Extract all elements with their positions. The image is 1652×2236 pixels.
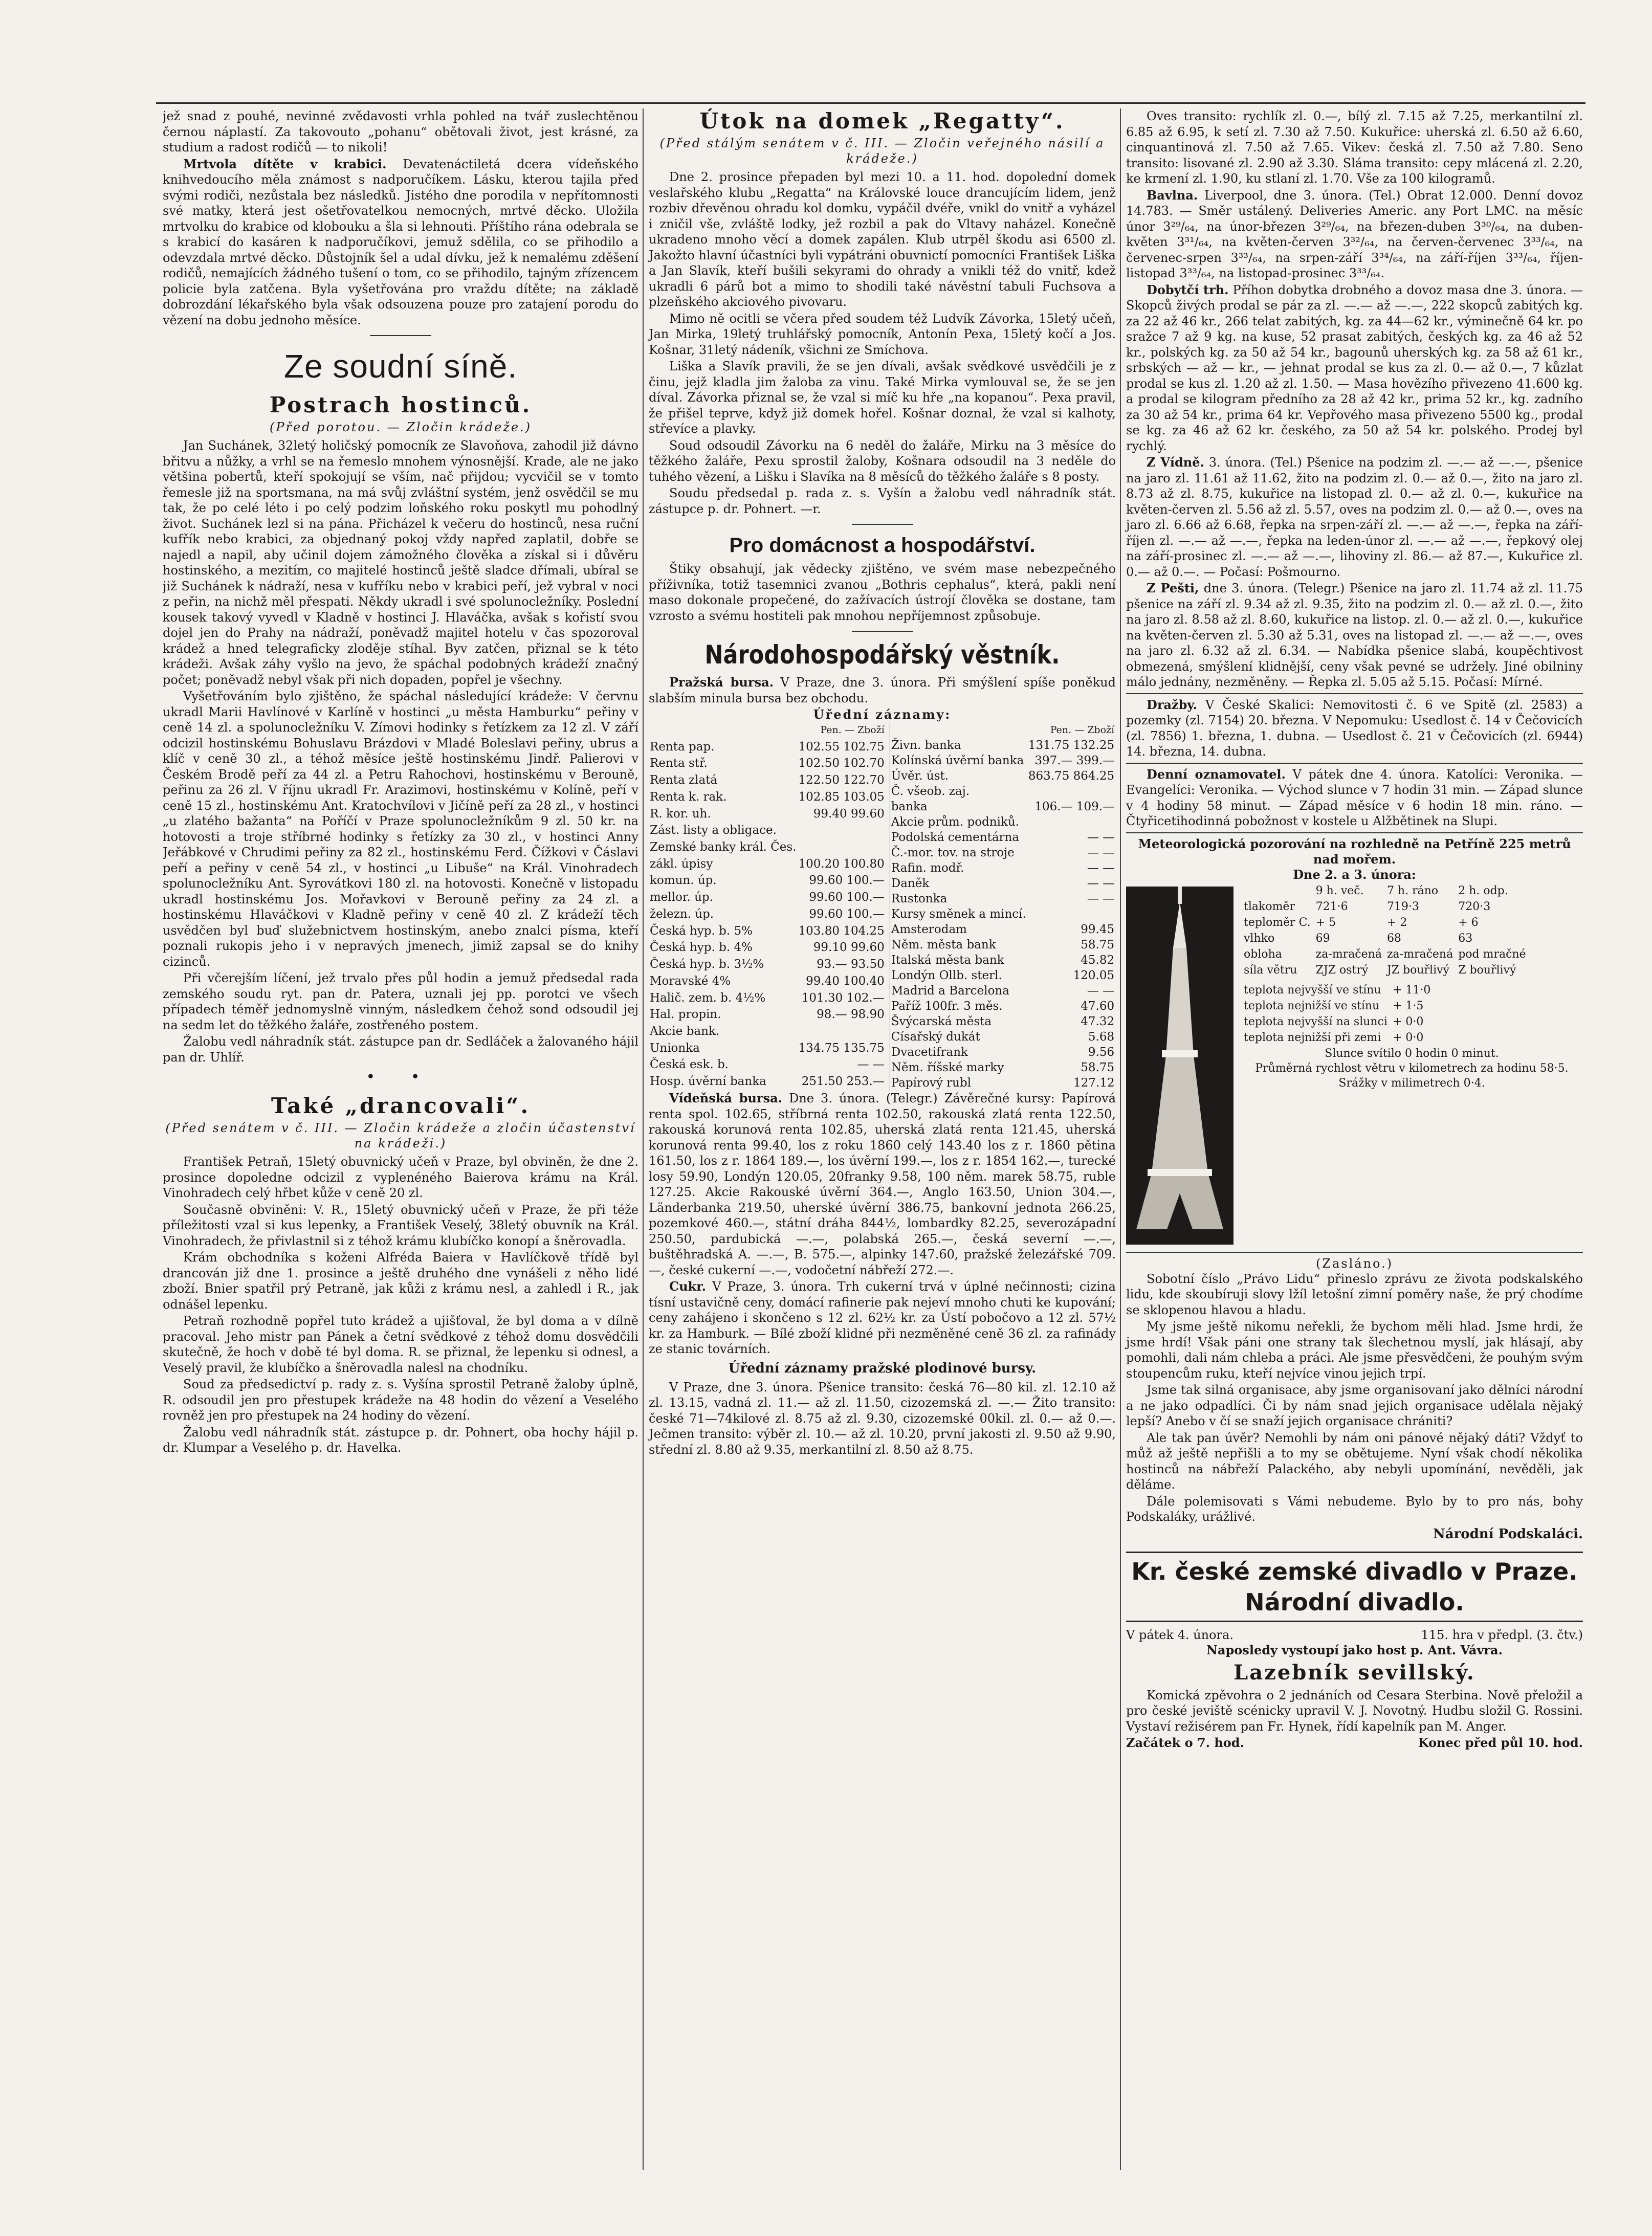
table-cell: 102.55 102.75 (798, 740, 885, 754)
column-middle (643, 108, 1116, 2170)
sugar-title: Cukr. (669, 1279, 706, 1294)
divider (1126, 763, 1583, 764)
table-cell: + 0·0 (1392, 1015, 1424, 1028)
table-cell: Švýcarská města (891, 1015, 992, 1028)
table-cell: 99.60 100.— (809, 874, 885, 888)
table-cell: Císařský dukát (891, 1030, 980, 1044)
bursa-table-left (649, 722, 886, 1091)
household-paragraph: Štiky obsahují, jak vědecky zjištěno, ve svém mase nebezpečného příživníka, totiž tasemnici zvanou „Bothris cephalus“, která, pakli není maso dokonale propečené, do zažívacích ústrojí člověka se dostane, tam vzrosto a svému hostiteli pak mnohou nepříjemnost způsobuje. (649, 562, 1116, 623)
table-row (649, 873, 886, 890)
zaslano-paragraph-1: Sobotní číslo „Právo Lidu“ přineslo zprávu ze života podskalského lidu, kde skoubíruji slovy lžíl letošní zimní poměry naše, že prý chodíme se sklopenou hlavou a hladu. (1126, 1271, 1583, 1317)
cotton-text: Liverpool, dne 3. února. (Tel.) Obrat 12.000. Denní dovoz 14.783. — Směr ustálený. Deliveries Americ. any Port LMC. na měsíc únor 3²⁹/₆₄, na únor-březen 3²⁹/₆₄, na březen-duben 3³⁰/₆₄, na duben-květen 3³¹/₆₄, na květen-červen 3³²/₆₄, na červen-červenec 3³³/₆₄, na červenec-srpen 3³³/₆₄, na srpen-září 3³⁴/₆₄, na září-říjen 3³³/₆₄, říjen-listopad 3³³/₆₄, na listopad-prosinec 3³³/₆₄. (1126, 188, 1583, 280)
calendar-paragraph (1126, 767, 1583, 829)
table-row (890, 753, 1115, 768)
table-cell: obloha (1244, 947, 1282, 961)
table-cell: Něm. říšské marky (891, 1061, 1004, 1074)
table-cell: Madrid a Barcelona (891, 984, 1010, 998)
grain-paragraph-continued: Oves transito: rychlík zl. 0.—, bílý zl. 7.15 až 7.25, merkantilní zl. 6.85 až 6.95, k setí zl. 7.30 až 7.50. Kukuřice: uherská zl. 6.50 až 6.60, cinquantinová zl. 7.50 až 7.65. Vikev: česká zl. 7.50 až 7.80. Seno transito: lisované zl. 2.90 až 3.30. Sláma transito: cepy mlácená zl. 2.20, ke krmení zl. 1.90, ku stlaní zl. 1.70. Vše za 100 kilogramů. (1126, 109, 1583, 186)
table-cell: za-mračená (1315, 947, 1382, 961)
table-cell: R. kor. uh. (650, 807, 711, 821)
table-cell: — — (1087, 846, 1115, 859)
auction-text: V České Skalici: Nemovitosti č. 6 ve Spitě (zl. 2583) a pozemky (zl. 7154) 20. března. V Nepomuku: Usedlost č. 14 v Čečovicích (zl. 7856) 1. března, 1. dubna. — Usedlost č. 21 v Čečovicích (zl. 6944) 14. března, 14. dubna. (1126, 697, 1583, 759)
table-cell: Č. všeob. zaj. (891, 785, 970, 798)
table-cell: 134.75 135.75 (798, 1041, 885, 1055)
table-row (890, 999, 1115, 1014)
cotton-title: Bavlna. (1147, 187, 1198, 203)
table-row (649, 1057, 886, 1074)
table-row (1242, 915, 1528, 930)
table-cell: Česká hyp. b. 4% (650, 941, 753, 955)
table-cell: 47.60 (1081, 1000, 1115, 1013)
cattle-title: Dobytčí trh. (1147, 282, 1229, 297)
table-row (890, 845, 1115, 860)
article-title-postrach: Postrach hostinců. (269, 392, 532, 417)
table-cell: mellor. úp. (650, 891, 713, 904)
table-row (1242, 899, 1528, 914)
table-row (649, 890, 886, 906)
meteo-extra-table (1241, 982, 1434, 1046)
table-row (1242, 983, 1433, 998)
table-row (649, 906, 886, 923)
theatre-desc: Komická zpěvohra o 2 jednáních od Cesara Sterbina. Nově přeložil a pro české jeviště scénicky upravil V. J. Novotný. Hudbu složil G. Rossini. Vystaví režisérem pan Fr. Hynek, řídí kapelník pan M. Anger. (1126, 1688, 1583, 1734)
table-cell: Z bouřlivý (1458, 963, 1516, 977)
theatre-date: V pátek 4. února. (1126, 1627, 1234, 1642)
postrach-paragraph-3: Při včerejším líčení, jež trvalo přes půl hodin a jemuž předsedal rada zemského soudu ryt. pan dr. Patera, uznali jej pp. porotci ve všech případech téměř jednomyslně vinným, následkem čehož sond odsoudil jej na sedm let do těžkého žaláře, zostřeného postem. (163, 971, 638, 1032)
table-row (1242, 999, 1433, 1013)
regatta-paragraph-1: Dne 2. prosince přepaden byl mezi 10. a 11. hod. dopolední domek veslařského klubu „Regatta“ na Královské louce drancujícím lidem, jenž rozbiv dřevěnou ohradu kol domku, vypáčil dvéře, vnikl do vnitř a vyházel i zničil vše, zvláště lodky, jež rozbil a pak do Vltavy naházel. Konečně ukradeno mnoho věcí a domek zapálen. Klub utrpěl škodu asi 6500 zl. Jakožto hlavní účastníci byli vypátráni obuvnictí pomocníci František Liška a Jan Slavík, kteří bušili sekyrami do ohrady a vnikli též do vnitř, kdež ukradli 6 párů bot a mimo to shodili také návěstní tabuli Fuchsova a plzeňského akciového pivovaru. (649, 170, 1116, 309)
theatre-num: 115. hra v předpl. (3. čtv.) (1421, 1627, 1583, 1642)
table-cell: 45.82 (1081, 954, 1115, 967)
table-row (649, 1007, 886, 1024)
table-cell: Papírový rubl (891, 1076, 972, 1090)
table-cell: 721·6 (1315, 900, 1348, 913)
drancovali-paragraph-1: František Petraň, 15letý obuvnický učeň v Praze, byl obviněn, že dne 2. prosince dopoledne odcizil z vyplenéného Baierova krámu na Král. Vinohradech celý hřbet kůže v ceně 20 zl. (163, 1155, 638, 1200)
table-row (890, 983, 1115, 999)
table-cell: teplota nejnižší ve stínu (1244, 999, 1380, 1012)
table-cell: 100.20 100.80 (798, 857, 885, 871)
table-row (890, 968, 1115, 983)
section-title-economy: Národohospodářský věstník. (704, 640, 1060, 670)
theatre-times (1126, 1735, 1583, 1751)
sugar-paragraph (649, 1279, 1116, 1357)
table-row (1242, 947, 1528, 962)
table-row (1242, 1030, 1433, 1045)
table-cell: pod mračné (1458, 947, 1526, 961)
table-cell: + 2 (1386, 916, 1407, 929)
zaslano-paragraph-2: My jsme ještě nikomu neřekli, že bychom měli hlad. Jsme hrdi, že jsme hrdí! Však páni one strany tak šlechetnou myslí, jak hlásají, aby pomohli, dali nám chleba a práci. Ale jsme přesvědčeni, že pouhým svým stoupencům ruku, kteří nejvíce vinou jejich trpí. (1126, 1319, 1583, 1381)
table-cell: vlhko (1244, 932, 1275, 945)
postrach-paragraph-4: Žalobu vedl náhradník stát. zástupce pan dr. Sedláček a žalovaného hájil pan dr. Uhlíř. (163, 1034, 638, 1065)
table-row (649, 1040, 886, 1057)
theatre-end: Konec před půl 10. hod. (1418, 1735, 1583, 1750)
table-cell: Renta stř. (650, 757, 708, 770)
table-cell: Zemské banky král. Čes. (650, 840, 797, 854)
meteo-head: 9 h. več. (1315, 884, 1364, 897)
table-row (649, 856, 886, 873)
meteo-date: Dne 2. a 3. února: (1293, 867, 1416, 882)
bursa-table-title: Úřední záznamy: (813, 707, 952, 722)
table-cell: síla větru (1244, 963, 1297, 977)
table-row (890, 922, 1115, 937)
table-cell: + 6 (1458, 916, 1479, 929)
article-subtitle-postrach: (Před porotou. — Zločin krádeže.) (269, 420, 532, 434)
table-cell: Renta zlatá (650, 773, 718, 787)
table-cell: JZ bouřlivý (1386, 963, 1449, 977)
table-cell: 863.75 864.25 (1028, 769, 1115, 783)
drancovali-paragraph-2: Současně obviněni: V. R., 15letý obuvnický učeň v Praze, že při téže příležitosti vzal si kus lepenky, a František Veselý, 38letý obuvník na Král. Vinohradech, že přivlastnil si z téhož krámu klubíčko konopí a šněrovadla. (163, 1202, 638, 1248)
cotton-paragraph (1126, 188, 1583, 281)
calendar-text: V pátek dne 4. února. Katolíci: Veronika. — Evangelíci: Veronika. — Východ slunce v 7 hodin 31 min. — Západ slunce v 4 hodiny 58 minut. — Západ měsíce v 6 hodin 18 min. ráno. — Čtyřicetihodinná pobožnost v kostele u Alžbětinek na Slupi. (1126, 767, 1583, 828)
mrtvola-title: Mrtvola dítěte v krabici. (183, 156, 387, 171)
table-row (890, 738, 1115, 753)
intro-paragraph: jež snad z pouhé, nevinné zvědavosti vrhla pohled na tvář zuslechtěnou černou náplastí. Za takovouto „pohanu“ obětovali život, jest krásné, za studium a radost rodičů — to nikoli! (163, 109, 638, 154)
table-cell: 120.05 (1073, 969, 1115, 982)
zaslano-paragraph-4: Ale tak pan úvěr? Nemohli by nám oni pánové nějaký dáti? Vždyť to můž až ještě nepřišli a to my se obětujeme. Nyní však chodí několika hostinců na nábřeží Palackého, aby nebyli upomínání, nevěděli, jak děláme. (1126, 1430, 1583, 1492)
table-cell: Kursy směnek a mincí. (891, 907, 1026, 921)
drancovali-paragraph-3: Krám obchodníka s koženi Alfréda Baiera v Havlíčkově třídě byl drancován již dne 1. prosince a ještě druhého dne vynášeli z něho lidé zboží. Bnier spatřil prý Petraně, jak kůži z krámu nesl, a zahledl i R., jak odnášel lepenku. (163, 1250, 638, 1312)
bursa-table-right (890, 722, 1116, 1091)
theatre-guest: Naposledy vystoupí jako host p. Ant. Vávra. (1206, 1642, 1503, 1657)
table-cell: banka (891, 800, 928, 813)
grain-paragraph: V Praze, dne 3. února. Pšenice transito: česká 76—80 kil. zl. 12.10 až zl. 13.15, vadná zl. 11.— až zl. 11.50, cizozemská zl. —.— Žito transito: české 71—74kilové zl. 8.75 až zl. 9.30, cizozemské 00kil. zl. 0.— až 0.—. Ječmen transito: výběr zl. 10.— až zl. 10.20, první jakosti zl. 9.50 až 9.90, střední zl. 8.80 až 9.35, merkantilní zl. 8.50 až 8.75. (649, 1380, 1116, 1457)
table-row (890, 860, 1115, 876)
table-row (890, 1014, 1115, 1029)
table-cell: 69 (1315, 932, 1330, 945)
meteo-sun: Slunce svítilo 0 hodin 0 minut. (1325, 1047, 1499, 1060)
table-cell: + 5 (1315, 916, 1336, 929)
table-cell: — — (1087, 861, 1115, 875)
separator-dots: • • (366, 1068, 435, 1086)
bursa-tables (649, 722, 1116, 1091)
table-cell: 102.85 103.05 (798, 790, 885, 804)
table-cell: komun. úp. (650, 874, 717, 888)
table-cell: Amsterodam (891, 923, 967, 936)
divider (852, 631, 913, 632)
cattle-paragraph (1126, 282, 1583, 454)
table-cell (798, 839, 886, 856)
table-row (890, 768, 1115, 784)
theatre-info (1126, 1627, 1583, 1643)
table-cell: teplota nejvyšší na slunci (1244, 1015, 1387, 1028)
regatta-paragraph-2: Mimo ně ocitli se včera před soudem též Ludvík Závorka, 15letý učeň, Jan Mirka, 19letý truhlářský pomocník, Antonín Pexa, 15letý kočí a Jos. Košnar, 31letý nádeník, všichni ze Smíchova. (649, 311, 1116, 357)
table-cell: Akcie prům. podniků. (891, 815, 1019, 829)
regatta-paragraph-4: Soud odsoudil Závorku na 6 neděl do žaláře, Mirku na 3 měsíce do těžkého žaláře, Pexu sprostil žaloby, Košnara odsoudil na 3 neděle do tuhého vězení, a Lišku i Slavíka na 8 měsíců do těžkého žaláře s 8 posty. (649, 438, 1116, 484)
table-row (890, 1045, 1115, 1060)
columns (163, 108, 1583, 2170)
table-row (1242, 931, 1528, 946)
regatta-paragraph-3: Liška a Slavík pravili, že se jen dívali, avšak svědkové usvědčili je z činu, jejž kladla jim žaloba za vinu. Také Mirka vymlouval se, že se jen díval. Závorka přiznal se, že vzal si míč ku hře „na kopanou“. Pexa pravil, že přišel teprve, když již domek hořel. Košnar doznal, že vzal si kalhoty, střevíce a plavky. (649, 359, 1116, 436)
table-cell: — — (1087, 877, 1115, 890)
postrach-paragraph-2: Vyšetřováním bylo zjištěno, že spáchal následující krádeže: V červnu ukradl Marii Havlínové v Karlíně v hostinci „u města Hamburku“ peřiny v ceně 14 zl. a spolunocležníku V. Zímovi hodinky s řetízkem za 12 zl. V září odcizil hostinskému Bohuslavu Brázdovi v Mladé Boleslavi peřiny, ubrus a klíč v ceně 30 zl., a téhož měsíce ještě hostinskému Jindř. Palierovi v Českém Brodě peří za 44 zl. a Petru Rahochovi, hostinskému v Berouně, peřinu za 26 zl. V říjnu ukradl Fr. Arazimovi, hostinskému v Kolíně, peří v ceně 15 zl., hostinskému Ant. Kratochvílovi v Jičíně peří za 28 zl., v hostinci „u zlatého bažanta“ na Poříčí v Praze spolunocležníkům 9 zl. 50 kr. na hotovosti a troje stříbrné hodinky s řetízky za 30 zl., v hostinci Anny Jeřábkové v Chrudimi peřiny za 82 zl., hostinskému Ferd. Čížkovi v Čáslavi peří a peřiny v ceně 54 zl., v hostinci „u Libuše“ na Král. Vinohradech spolunocležníku Ant. Syrovátkovi 180 zl. na hotovosti. Konečně v listopadu ukradl hostinskému Jos. Mořavkovi v Berouně peřiny za 24 zl. a hostinskému Hlaváčkovi v Kladně peřiny v ceně 40 zl. Z krádeží těch usvědčen byl buď služebnictvem hostinským, anebo znalci písma, kteří poznali rukopis jeho i v nepravých jmenech, jimiž zapsal se do knihy cizinců. (163, 689, 638, 969)
vienna-grain-text: 3. února. (Tel.) Pšenice na podzim zl. —.— až —.—, pšenice na jaro zl. 11.61 až 11.62, žito na podzim zl. 0.— až 0.—, žito na jaro zl. 8.73 až zl. 8.75, kukuřice na listopad zl. 0.— až zl. 0.—, kukuřice na květen-červen zl. 5.56 až zl. 5.57, oves na podzim zl. 0.— až 0.—, oves na jaro zl. 6.66 až 6.68, řepka na srpen-září zl. —.— až —.—, řepka na září-říjen zl. —.— až —.—, řepka na leden-únor zl. —.— až —.—, řepkový olej na září-prosinec zl. —.— až —.—, lihoviny zl. 86.— až 87.—, Kukuřice zl. 0.— až 0.—. — Počasí: Pošmourno. (1126, 455, 1583, 579)
bursa-col-header: Pen. — Zboží (820, 724, 885, 736)
bursa-col-header: Pen. — Zboží (1050, 724, 1115, 736)
table-cell: Česká hyp. b. 5% (650, 924, 753, 938)
table-cell: 98.— 98.90 (817, 1008, 885, 1022)
table-cell: železn. úp. (650, 907, 714, 921)
table-row (890, 891, 1115, 906)
article-title-drancovali: Také „drancovali“. (271, 1093, 531, 1118)
table-cell: 58.75 (1081, 1061, 1115, 1074)
table-cell: Moravské 4% (650, 974, 731, 988)
drancovali-paragraph-5: Soud za předsedictví p. rady z. s. Vyšína sprostil Petraně žaloby úplně, R. odsoudil jen pro přestupek krádeže na 48 hodin do vězení a Veselého rovněž jen pro přestupek na 24 hodiny do vězení. (163, 1377, 638, 1423)
sugar-text: V Praze, 3. února. Trh cukerní trvá v úplné nečinnosti; cizina tísní ustavičně ceny, domácí rafinerie pak nejeví mnoho chuti ke kupování; ceny zahájeno i skončeno s 12 zl. 62½ kr. za Ústí pobočovo a 12 zl. 57½ kr. za Hamburk. — Bílé zboží klidné při nezměněné ceně 36 zl. za rafinády ze stanic továrních. (649, 1279, 1116, 1356)
table-cell: 9.56 (1088, 1046, 1115, 1059)
zaslano-paragraph-3: Jsme tak silná organisace, aby jsme organisovaní jako dělníci národní a ne jako odpadlíci. Či by nám snad jejich organisace udělala nějaký lepší? Anebo v čí se snaží jejich organisace chrániti? (1126, 1383, 1583, 1428)
table-row (649, 839, 886, 856)
mrtvola-paragraph (163, 157, 638, 328)
table-cell: — — (857, 1058, 885, 1072)
table-cell: Daněk (891, 877, 930, 890)
theatre-title-2: Národní divadlo. (1245, 1588, 1464, 1616)
auction-title: Dražby. (1147, 697, 1197, 712)
table-row (890, 906, 1115, 922)
table-cell: Česká esk. b. (650, 1058, 729, 1072)
vienna-bursa-text: Dne 3. února. (Telegr.) Závěrečné kursy: Papírová renta spol. 102.65, stříbrná renta 102.50, rakouská zlatá renta 122.50, rakouská korunová renta 102.85, uherská zlatá renta 121.45, uherská korunová renta 99.40, los z roku 1860 celý 143.40 los z r. 1860 pětina 161.50, los z r. 1864 189.—, los úvěrní 199.—, los z r. 1854 162.—, turecké losy 59.90, Londýn 120.05, 20franky 9.58, 100 něm. marek 58.75, ruble 127.25. Akcie Rakouské úvěrní 364.—, Anglo 163.50, Union 304.—, Länderbanka 219.50, uherské úvěrní 386.75, bankovní jednota 266.25, pozemkové 460.—, státní dráha 844½, lombardky 82.25, severozápadní 250.50, pardubická —.—, polabská 265.—, česká severní —.—, buštěhradská A. —.—, B. 575.—, alpinky 147.60, pražské železářské 709.—, české cukerní —.—, vodočetní nábřeží 272.—. (649, 1091, 1116, 1277)
regatta-paragraph-5: Soudu předsedal p. rada z. s. Vyšín a žalobu vedl náhradník stát. zástupce p. dr. Pohnert. —r. (649, 486, 1116, 516)
auction-paragraph (1126, 697, 1583, 760)
table-cell: Živn. banka (891, 739, 961, 752)
section-title-court: Ze soudní síně. (283, 348, 518, 385)
drancovali-paragraph-4: Petraň rozhodně popřel tuto krádež a ujišťoval, že byl doma a v dílně pracoval. Jeho mistr pan Pánek a četní svědkové z téhož domu dosvědčili skutečně, že hoch v době té byl doma. R. se přiznal, že lepenku si odnesl, a Veselý pravil, že klubíčko a šněrovadla nalesl na chodníku. (163, 1314, 638, 1375)
article-title-regatta: Útok na domek „Regatty“. (699, 108, 1065, 134)
zaslano-signature: Národní Podskaláci. (1433, 1526, 1583, 1542)
table-cell: — — (1087, 892, 1115, 905)
vienna-bursa-title: Vídeňská bursa. (669, 1091, 783, 1105)
column-left (163, 108, 638, 2170)
table-row (649, 957, 886, 973)
table-cell: Podolská cementárna (891, 831, 1020, 844)
table-cell: — — (1087, 984, 1115, 998)
bursa-title: Pražská bursa. (669, 675, 774, 690)
vienna-grain-paragraph (1126, 455, 1583, 580)
table-row (1242, 963, 1528, 978)
table-row (890, 1029, 1115, 1045)
table-cell (1027, 784, 1116, 799)
zaslano-paragraph-5: Dále polemisovati s Vámi nebudeme. Bylo by to pro nás, bohy Podskaláky, urážlivé. (1126, 1494, 1583, 1524)
bursa-lead-text: V Praze, dne 3. února. Při smýšlení spíše poněkud slabším minula bursa bez obchodu. (649, 675, 1116, 705)
table-cell: 99.60 100.— (809, 907, 885, 921)
table-cell: — — (1087, 831, 1115, 844)
drancovali-paragraph-6: Žalobu vedl náhradník stát. zástupce p. dr. Pohnert, oba hochy hájil p. dr. Klumpar a Veselého p. dr. Havelka. (163, 1425, 638, 1455)
table-cell: Úvěr. úst. (891, 769, 949, 783)
table-cell: 397.— 399.— (1034, 754, 1115, 767)
table-cell: 99.40 99.60 (813, 807, 885, 821)
theatre-play: Lazebník sevillský. (1234, 1660, 1475, 1685)
table-cell: Renta pap. (650, 740, 715, 754)
table-cell: + 1·5 (1392, 999, 1424, 1012)
theatre-title-1: Kr. české zemské divadlo v Praze. (1131, 1557, 1578, 1585)
pest-paragraph (1126, 581, 1583, 690)
table-cell: teplota nejnižší při zemi (1244, 1031, 1381, 1044)
table-row (649, 789, 886, 806)
meteo-block (1126, 882, 1583, 1249)
theatre-start: Začátek o 7. hod. (1126, 1735, 1244, 1750)
table-row (649, 806, 886, 823)
table-cell: Č.-mor. tov. na stroje (891, 846, 1015, 859)
table-cell: Rafin. modř. (891, 861, 964, 875)
table-cell: Česká hyp. b. 3½% (650, 958, 764, 971)
vienna-grain-title: Z Vídně. (1147, 455, 1204, 470)
divider (370, 335, 431, 336)
meteo-rain: Srážky v milimetrech 0·4. (1338, 1076, 1485, 1090)
meteo-table (1241, 882, 1529, 979)
table-cell: Něm. města bank (891, 938, 996, 951)
table-row (890, 814, 1115, 830)
table-cell: 102.50 102.70 (798, 757, 885, 770)
table-row (649, 923, 886, 940)
table-cell: 99.45 (1081, 923, 1115, 936)
table-cell: 122.50 122.70 (798, 773, 885, 787)
table-cell: 720·3 (1458, 900, 1491, 913)
table-cell: Kolínská úvěrní banka (891, 754, 1024, 767)
table-cell: Rustonka (891, 892, 948, 905)
table-row (649, 823, 886, 839)
divider (852, 524, 913, 525)
table-row (649, 739, 886, 756)
table-row (649, 772, 886, 789)
table-cell: Halič. zem. b. 4½% (650, 991, 766, 1005)
bursa-lead (649, 675, 1116, 706)
table-cell: Renta k. rak. (650, 790, 727, 804)
mrtvola-text: Devatenáctiletá dcera vídeňského knihvedoucího měla známost s nadporučíkem. Lásku, kterou tajila před svými rodiči, nezůstala bez následků. Jistého dne porodila v nepřítomnosti své matky, která jest ošetřovatelkou nemocných, mrtvé děcko. Uložila mrtvolku do krabice od klobouku a šla si lehnouti. Příštího rána odebrala se s krabicí do kasáren k nadporučíkovi, jemuž sdělila, co se přihodilo a odevzdala mrtvé děcko. Důstojník šel a udal dívku, jež k nemalému zděšení rodičů, nemajících žádného tušení o tom, co se přihodilo, tajným zřízencem policie byla zatčena. Byla vyšetřována pro vraždu dítěte; na základě dobrozdání lékařského byla však odsouzena pouze pro zatajení porodu do vězení na dobu jednoho měsíce. (163, 157, 638, 327)
zaslano-title: (Zasláno.) (1315, 1256, 1394, 1271)
table-cell: 127.12 (1073, 1076, 1115, 1090)
divider (1126, 1252, 1583, 1253)
table-cell: 68 (1386, 932, 1401, 945)
postrach-paragraph-1: Jan Suchánek, 32letý holičský pomocník ze Slavoňova, zahodil již dávno břitvu a nůžky, a vrhl se na řemeslo mnohem výnosnější. Krade, ale ne jako většina pobertů, kteří spokojují se vším, nač přijdou; vycvičil se v tomto řemesle již na sportsmana, na má svůj zvláštní systém, jenž osvědčil se mu tak, že po celé léto i po celý podzim loňského roku poskytl mu pohodlný život. Suchánek lezl si na pána. Přicházel k večeru do hostinců, nesa ruční kufřík nebo krabici, za objednaný pokoj vždy napřed zaplatil, dobře se najedl a napil, aby učinil dojem zámožného člověka a získal si i důvěru hostinského, a mezitím, co majitelé hostinců ještě sladce dřímali, ubíral se již Suchánek k nádraží, nesa v kufříku nebo v krabici peří, jež vybral v noci z peřin, na nichž měl přespati. Někdy ukradl i své spolunocležníky. Poslední kousek takový vyvedl v Kladně v hostinci J. Hlaváčka, avšak s kořistí svou dojel jen do Prahy na nádraží, poněvadž majitel hotelu v čas spozoroval krádež a hned telegraficky zloděje stíhal. Byv zatčen, přiznal se k této krádeži. Avšak záhy vyšlo na jevo, že spáchal podobných krádeží značný počet; poněvadž nebyl však při nich dopaden, popřel je všechny. (163, 438, 638, 687)
article-subtitle-regatta: (Před stálým senátem v č. III. — Zločin veřejného násilí a krádeže.) (659, 136, 1105, 166)
table-row (1242, 1014, 1433, 1029)
table-cell: 106.— 109.— (1034, 800, 1115, 813)
divider (1126, 832, 1583, 833)
vienna-bursa-paragraph (649, 1091, 1116, 1278)
table-cell: teplota nejvyšší ve stínu (1244, 983, 1381, 997)
table-cell: 251.50 253.— (801, 1075, 885, 1089)
table-row (890, 876, 1115, 891)
table-cell: + 0·0 (1392, 1031, 1424, 1044)
table-cell: za-mračená (1386, 947, 1453, 961)
table-row (890, 937, 1115, 953)
table-row (890, 1075, 1115, 1091)
table-row (890, 799, 1115, 814)
column-right (1120, 108, 1583, 2170)
table-cell: 719·3 (1386, 900, 1419, 913)
table-cell: Londýn Ollb. sterl. (891, 969, 1002, 982)
section-title-household: Pro domácnost a hospodářství. (729, 534, 1036, 557)
table-row (890, 784, 1115, 799)
petrin-tower-icon (1126, 887, 1234, 1245)
meteo-head: 2 h. odp. (1458, 884, 1508, 897)
table-cell: 63 (1458, 932, 1473, 945)
meteo-title: Meteorologická pozorování na rozhledně na Petříně 225 metrů nad mořem. (1138, 836, 1571, 867)
table-cell: 58.75 (1081, 938, 1115, 951)
table-cell: Paříž 100fr. 3 měs. (891, 1000, 1003, 1013)
calendar-title: Denní oznamovatel. (1147, 766, 1286, 782)
table-cell: 93.— 93.50 (817, 958, 885, 971)
table-cell: 99.10 99.60 (813, 941, 885, 955)
table-cell (798, 1024, 886, 1040)
table-row (649, 990, 886, 1007)
table-cell: ZJZ ostrý (1315, 963, 1369, 977)
divider (1126, 693, 1583, 694)
table-cell: 99.40 100.40 (806, 974, 885, 988)
table-cell: Hal. propin. (650, 1008, 721, 1022)
table-cell: 5.68 (1088, 1030, 1115, 1044)
table-cell: Dvacetifrank (891, 1046, 968, 1059)
table-cell: Zást. listy a obligace. (650, 824, 777, 837)
table-cell: Akcie bank. (650, 1024, 720, 1038)
meteo-wind: Průměrná rychlost větru v kilometrech za hodinu 58·5. (1255, 1061, 1569, 1075)
pest-text: dne 3. února. (Telegr.) Pšenice na jaro zl. 11.74 až zl. 11.75 pšenice na září zl. 9.34 až zl. 9.35, žito na podzim zl. 0.— až zl. 0.—, žito na jaro zl. 8.58 až zl. 8.60, kukuřice na listop. zl. 0.— až zl. 0.—, kukuřice na květen-červen zl. 5.30 až 5.31, oves na listopad zl. —.— až —.—, oves na jaro zl. 6.32 až zl. 6.34. — Nabídka pšenice slabá, koupěchtivost obmezená, smýšlení klidnější, ceny však pevné se udržely. Jiné obilniny málo jednány, nezměněny. — Řepka zl. 5.05 až 5.15. Počasí: Mírné. (1126, 581, 1583, 689)
grain-title: Úřední záznamy pražské plodinové bursy. (728, 1360, 1037, 1376)
table-row (890, 953, 1115, 968)
table-cell: 99.60 100.— (809, 891, 885, 904)
table-cell: tlakoměr (1244, 900, 1295, 913)
cattle-text: Příhon dobytka drobného a dovoz masa dne 3. února. — Skopců živých prodal se pár za zl. —.— až —.—, 222 skopců zabitých kg. za 22 až 46 kr., 266 telat zabitých, kg. za 44—62 kr., výminečně 64 kr. po sražce 7 až 9 kg. na kuse, 52 prasat zabitých, českých kg. za 46 až 52 kr., polských kg. za 50 až 54 kr., bagounů uherských kg. za 58 až 61 kr., srbských — až — kr., — jehnat prodal se kus za zl. 0.— až 0.—, 7 kůzlat prodal se kus zl. 1.20 až zl. 1.50. — Masa hovězího přivezeno 41.600 kg. a prodal se kilogram předního za 28 až 42 kr., prima 52 kr., kg. zadního za 30 až 54 kr., prima 64 kr. Vepřového masa přivezeno 5500 kg., prodal se kg. za 46 až 62 kr. českého, za 50 až 54 kr. polského. Prodej byl rychlý. (1126, 282, 1583, 453)
meteo-head: 7 h. ráno (1386, 884, 1439, 897)
article-subtitle-drancovali: (Před senátem v č. III. — Zločin krádeže a zločin účastenství na krádeži.) (165, 1121, 636, 1150)
table-cell: 103.80 104.25 (798, 924, 885, 938)
table-cell: Italská města bank (891, 954, 1004, 967)
table-cell: Hosp. úvěrní banka (650, 1075, 766, 1089)
pest-title: Z Pešti, (1147, 581, 1199, 595)
table-row (890, 1060, 1115, 1075)
table-row (649, 1024, 886, 1040)
theatre-box (1126, 1552, 1583, 1622)
table-row (649, 1074, 886, 1091)
table-row (649, 973, 886, 990)
table-cell: 101.30 102.— (801, 991, 885, 1005)
table-cell: 47.32 (1081, 1015, 1115, 1028)
table-cell: teploměr C. (1244, 916, 1311, 929)
table-cell: + 11·0 (1392, 983, 1431, 997)
table-cell (1027, 906, 1116, 922)
table-row (649, 940, 886, 957)
table-cell: Unionka (650, 1041, 700, 1055)
table-row (890, 830, 1115, 845)
table-cell: 131.75 132.25 (1028, 739, 1115, 752)
table-row (649, 756, 886, 772)
table-cell (1027, 814, 1116, 830)
table-cell (798, 823, 886, 839)
table-cell: zákl. úpisy (650, 857, 713, 871)
